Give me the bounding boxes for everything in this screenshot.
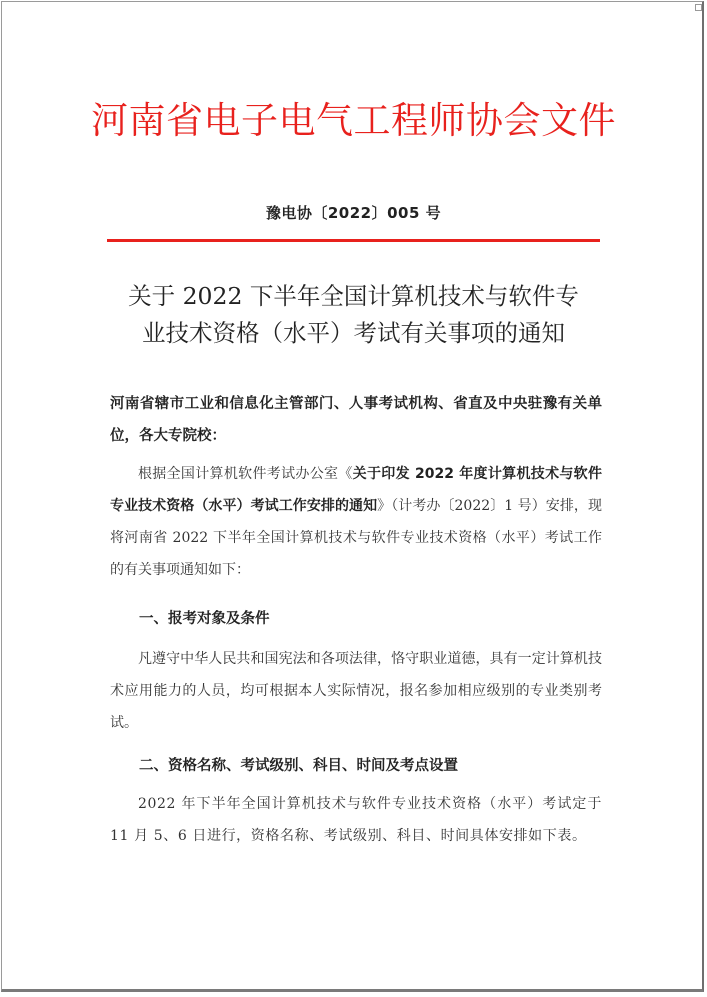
section-2-heading: 二、资格名称、考试级别、科目、时间及考点设置 (139, 758, 458, 774)
org-masthead-title: 河南省电子电气工程师协会文件 (91, 99, 616, 142)
notice-title (100, 278, 607, 352)
notice-title-line-1: 关于 2022 下半年全国计算机技术与软件专 (128, 282, 579, 310)
referenced-document-title: 关于印发 2022 年度计算机技术与软件专业技术资格（水平）考试工作安排的通知 (110, 466, 602, 514)
addressee: 河南省辖市工业和信息化主管部门、人事考试机构、省直及中央驻豫有关单位，各大专院校： (110, 396, 602, 444)
notice-title-line-2: 业技术资格（水平）考试有关事项的通知 (142, 319, 565, 347)
page-corner-marker (695, 4, 702, 11)
intro-suffix: 》（计考办〔2022〕1 号）安排，现将河南省 2022 下半年全国计算机技术与软件专业技术资格（水平）考试工作的有关事项通知如下： (110, 498, 602, 578)
section-2-body: 2022 年下半年全国计算机技术与软件专业技术资格（水平）考试定于 11 月 5、6 日进行，资格名称、考试级别、科目、时间具体安排如下表。 (110, 796, 602, 844)
section-1-body: 凡遵守中华人民共和国宪法和各项法律，恪守职业道德，具有一定计算机技术应用能力的人员，均可根据本人实际情况，报名参加相应级别的专业类别考试。 (110, 651, 602, 731)
intro-paragraph (110, 458, 602, 586)
intro-prefix: 根据全国计算机软件考试办公室《 (138, 466, 353, 482)
red-divider-line (107, 239, 600, 242)
section-1-heading: 一、报考对象及条件 (139, 611, 270, 627)
document-number: 豫电协〔2022〕005 号 (265, 204, 442, 222)
